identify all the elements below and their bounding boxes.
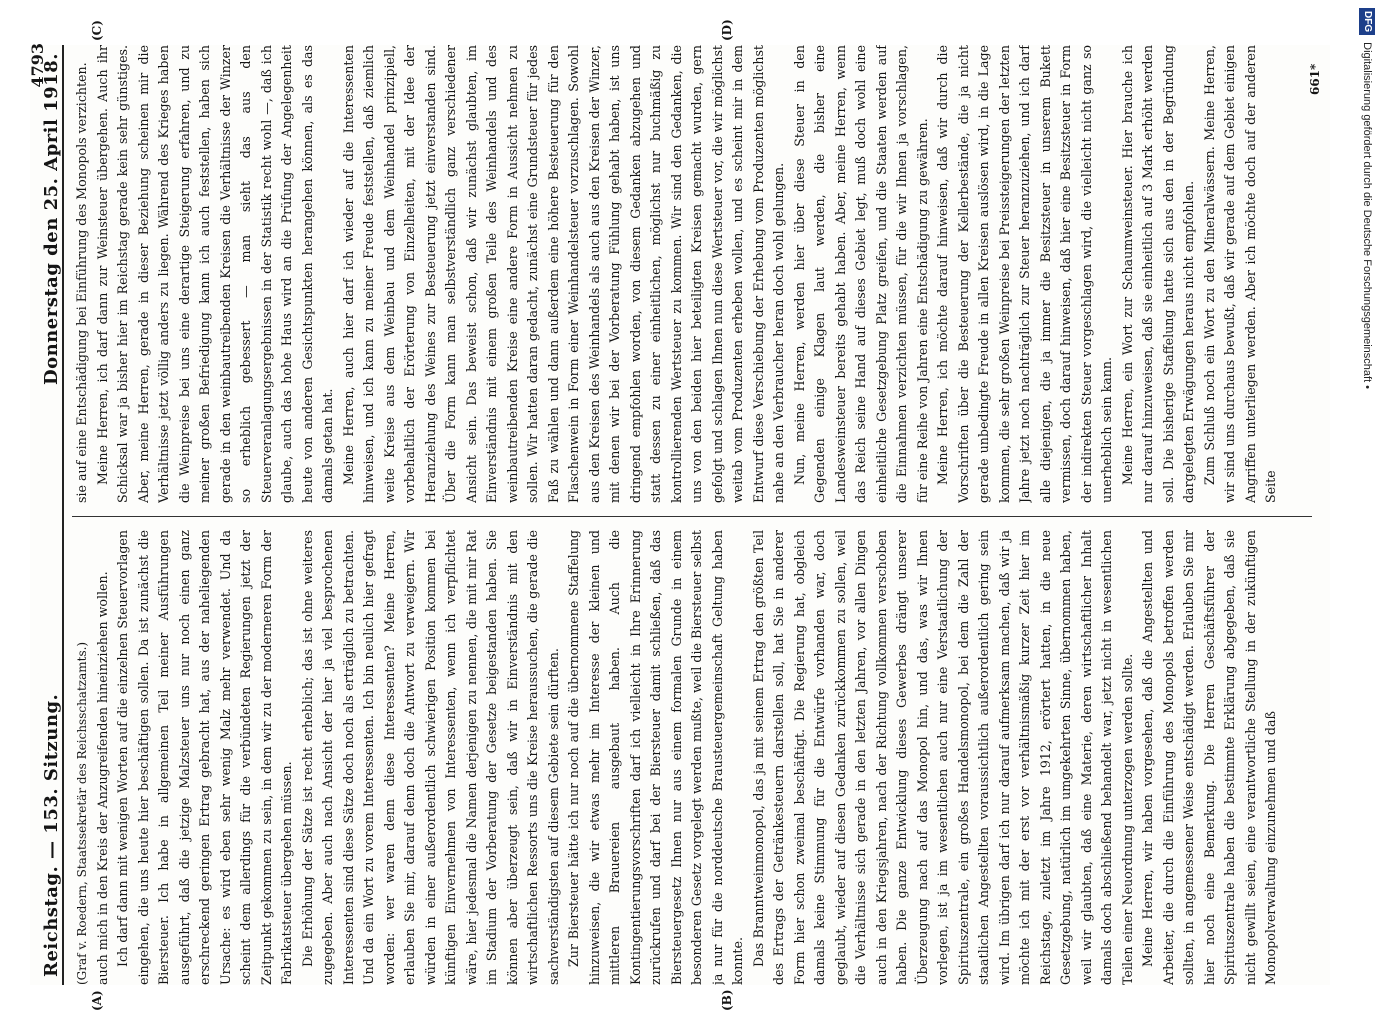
header-session: Reichstag. — 153. Sitzung. bbox=[41, 694, 62, 985]
paragraph: Meine Herren, ich darf dann zur Weinsteuer übergehen. Auch ihr Schicksal war ja bisher hier im Reichstag gerade kein sehr günstiges. Aber, meine Herren, gerade in dieser Beziehung scheinen mir die Verhältnisse jetzt völlig anders zu liegen. Während des Krieges haben die Weinpreise bei uns eine derartige Steigerung erfahren, und zu meiner großen Befriedigung kann ich auch feststellen, haben sich gerade in den weinbautreibenden Kreisen die Verhältnisse der Winzer so erheblich gebessert — man sieht das aus den Steuerveranlagungsergebnissen in der Statistik recht wohl —, daß ich glaube, auch das hohe Haus wird an die Prüfung der Angelegenheit heute von anderen Gesichtspunkten herangehen können, als es das damals getan hat. bbox=[93, 45, 339, 503]
paragraph: Zum Schluß noch ein Wort zu den Mineralwässern. Meine Herren, wir sind uns durchaus bewußt, daß wir gerade auf dem Gebiet einigen Angriffen unterliegen werden. Aber ich möchte doch auf der anderen Seite bbox=[1200, 45, 1282, 503]
paragraph: auch mich in den Kreis der Anzugreifenden hineinziehen wollen. bbox=[93, 530, 114, 985]
paragraph: Ich darf dann mit wenigen Worten auf die einzelnen Steuervorlagen eingehen, die uns heute hier beschäftigen sollen. Da ist zunächst die Biersteuer. Ich habe in allgemeinen Teil meiner Ausführungen ausgeführt, daß die jetzige Malzsteuer uns nur noch einen ganz erschreckend geringen Ertrag gebracht hat, aus der naheliegenden Ursache: es wird eben sehr wenig Malz mehr verwendet. Und da scheint dem allerdings für die verbündeten Regierungen jetzt der Zeitpunkt gekommen zu sein, in dem wir zu der moderneren Form der Fabrikatsteuer übergehen müssen. bbox=[113, 530, 298, 985]
page-header bbox=[30, 45, 64, 985]
paragraph: Nun, meine Herren, werden hier über diese Steuer in den Gegenden einige Klagen laut werden, die bisher eine Landesweinsteuer bereits gehabt haben. Aber, meine Herren, wenn das Reich seine Hand auf dieses Gebiet legt, muß doch wohl eine einheitliche Gesetzgebung Platz greifen, und die Staaten werden auf die Einnahmen verzichten müssen, für die wir Ihnen ja vorschlagen, für eine Reihe von Jahren eine Entschädigung zu gewähren. bbox=[790, 45, 934, 503]
watermark-text: Digitalisierung gefördert durch die Deutsche Forschungsgemeinschaft • bbox=[1361, 42, 1373, 389]
dfg-logo: DFG bbox=[1359, 8, 1375, 35]
paragraph: Zur Biersteuer hätte ich nur noch auf die übernommene Staffelung hinzuweisen, die wir etwas mehr im Interesse der kleinen und mittleren Brauereien ausgebaut haben. Auch die Kontingentierungsvorschriften darf ich vielleicht in Ihre Erinnerung zurückrufen und darf bei der Biersteuer damit schließen, daß das Biersteuergesetz Ihnen nur aus einem formalen Grunde in einem besonderen Gesetz vorgelegt werden mußte, weil die Biersteuer selbst ja nur für die norddeutsche Brausteuergemeinschaft Geltung haben konnte. bbox=[564, 530, 749, 985]
marker-d: (D) bbox=[720, 19, 734, 41]
marker-a: (A) bbox=[90, 990, 104, 1011]
right-column bbox=[72, 45, 1322, 503]
page-number: 4793 bbox=[28, 43, 47, 88]
speaker-line: (Graf v. Roedern, Staatssekretär des Reichsschatzamts.) bbox=[72, 530, 93, 985]
digitization-watermark bbox=[1359, 8, 1375, 389]
marker-c: (C) bbox=[90, 20, 104, 41]
document-page bbox=[30, 45, 1330, 985]
paragraph: Die Erhöhung der Sätze ist recht erheblich; das ist ohne weiteres zugegeben. Aber auch nach Ansicht der hier ja viel besprochenen Interessenten sind diese Sätze doch noch als erträglich zu betrachten. Und da ein Wort zu vorem Interessenten. Ich bin neulich hier gefragt worden: wer waren denn diese Interessenten? Meine Herren, erlauben Sie mir, darauf denn doch die Antwort zu verweigern. Wir würden in einer außerordentlich schwierigen Position kommen bei künftigen Einvernehmen von Interessenten, wenn ich verpflichtet wäre, hier jedesmal die Namen derjenigen zu nennen, die mit mir Rat im Stadium der Vorberatung der Gesetze beigestanden haben. Sie können aber überzeugt sein, daß wir in Einverständnis mit den wirtschaftlichen Ressorts uns die Kreise heraussuchen, die gerade die sachverständigsten auf diesem Gebiete sein dürften. bbox=[298, 530, 565, 985]
paragraph: Meine Herren, auch hier darf ich wieder auf die Interessenten hinweisen, und ich kann zu meiner Freude feststellen, daß ziemlich weite Kreise aus dem Weinbau und dem Weinhandel prinzipiell, vorbehaltlich der Erörterung von Einzelheiten, mit der Idee der Heranziehung des Weines zur Besteuerung jetzt einverstanden sind. Über die Form kann man selbstverständlich ganz verschiedener Ansicht sein. Das beweist schon, daß wir zunächst glaubten, im Einverständnis mit einem großen Teile des Weinhandels und des weinbautreibenden Kreise eine andere Form in Aussicht nehmen zu sollen. Wir hatten daran gedacht, zunächst eine Grundsteuer für jedes Faß zu wählen und dann außerdem eine höhere Besteuerung für den Flaschenwein in Form einer Weinhandelsteuer vorzuschlagen. Sowohl aus den Kreisen des Weinhandels als auch aus den Kreisen der Winzer, mit denen wir bei der Vorberatung Fühlung gehabt haben, ist uns dringend empfohlen worden, von diesem Gedanken abzugehen und statt dessen zu einer einheitlichen, möglichst nur buchmäßig zu kontrollierenden Wertsteuer zu kommen. Wir sind den Gedanken, die uns von den beiden hier beteiligten Kreisen gemacht wurden, gern gefolgt und schlagen Ihnen nun diese Wertsteuer vor, die wir möglichst weitab vom Produzenten erheben wollen, und es scheint mir in dem Entwurf diese Verschiebung der Erhebung vom Produzenten möglichst nahe an den Verbraucher heran doch wohl gelungen. bbox=[339, 45, 790, 503]
footer-signature-number: 661* bbox=[1308, 64, 1322, 95]
column-divider bbox=[72, 516, 1312, 517]
paragraph: sie auf eine Entschädigung bei Einführung des Monopols verzichten. bbox=[72, 45, 93, 503]
marker-b: (B) bbox=[720, 990, 734, 1011]
left-column bbox=[72, 530, 1322, 985]
header-date: Donnerstag den 25. April 1918. bbox=[41, 45, 62, 385]
paragraph: Meine Herren, ein Wort zur Schaumweinsteuer. Hier brauche ich nur darauf hinzuweisen, daß sie einheitlich auf 3 Mark erhöht werden soll. Die bisherige Staffelung hatte sich aus den in der Begründung dargelegten Erwägungen heraus nicht empfohlen. bbox=[1118, 45, 1200, 503]
paragraph: Meine Herren, ich möchte darauf hinweisen, daß wir durch die Vorschriften über die Besteuerung der Kellerbestände, die ja nicht gerade unbedingte Freude in allen Kreisen auslösen wird, in die Lage kommen, die sehr großen Weinpreise bei Preissteigerungen der letzten Jahre jetzt noch nachträglich zur Steuer heranzuziehen, und ich darf alle diejenigen, die ja immer die Besitzsteuer in unserem Bukett vermissen, doch darauf hinweisen, daß hier eine Besitzsteuer in Form der indirekten Steuer vorgeschlagen wird, die vielleicht nicht ganz so unerheblich sein kann. bbox=[933, 45, 1118, 503]
paragraph: Meine Herren, wir haben vorgesehen, daß die Angestellten und Arbeiter, die durch die Einführung des Monopols betroffen werden sollten, in angemessener Weise entschädigt werden. Erlauben Sie mir hier noch eine Bemerkung. Die Herren Geschäftsführer der Spirituszentrale haben die bestimmte Erklärung abgegeben, daß sie nicht gewillt seien, eine verantwortliche Stellung in der zukünftigen Monopolverwaltung einzunehmen und daß bbox=[1138, 530, 1282, 985]
paragraph: Das Branntweinmonopol, das ja mit seinem Ertrag den größten Teil des Ertrags der Getränkesteuern darstellen soll, hat Sie in anderer Form hier schon zweimal beschäftigt. Die Regierung hat, obgleich damals keine Stimmung für die Entwürfe vorhanden war, doch geglaubt, wieder auf diesen Gedanken zurückkommen zu sollen, weil die Verhältnisse sich gerade in den letzten Jahren, vor allen Dingen auch in den Kriegsjahren, nach der Richtung vollkommen verschoben haben. Die ganze Entwicklung dieses Gewerbes drängt unserer Überzeugung nach auf das Monopol hin, und das, was wir Ihnen vorlegen, ist ja im wesentlichen auch nur eine Verstaatlichung der Spirituszentrale, ein großes Handelsmonopol, bei dem die Zahl der staatlichen Angestellten voraussichtlich außerordentlich gering sein wird. Im übrigen darf ich nur darauf aufmerksam machen, daß wir ja möchte ich mit der erst vor verhältnismäßig kurzer Zeit hier im Reichstage, zuletzt im Jahre 1912, erörtert hatten, in die neue Gesetzgebung, natürlich im umgekehrten Sinne, übernommen haben, weil wir glaubten, daß eine Materie, deren wirtschaftlicher Inhalt damals doch abschließend behandelt war, jetzt nicht in wesentlichen Teilen einer Neuordnung unterzogen werden sollte. bbox=[749, 530, 1139, 985]
